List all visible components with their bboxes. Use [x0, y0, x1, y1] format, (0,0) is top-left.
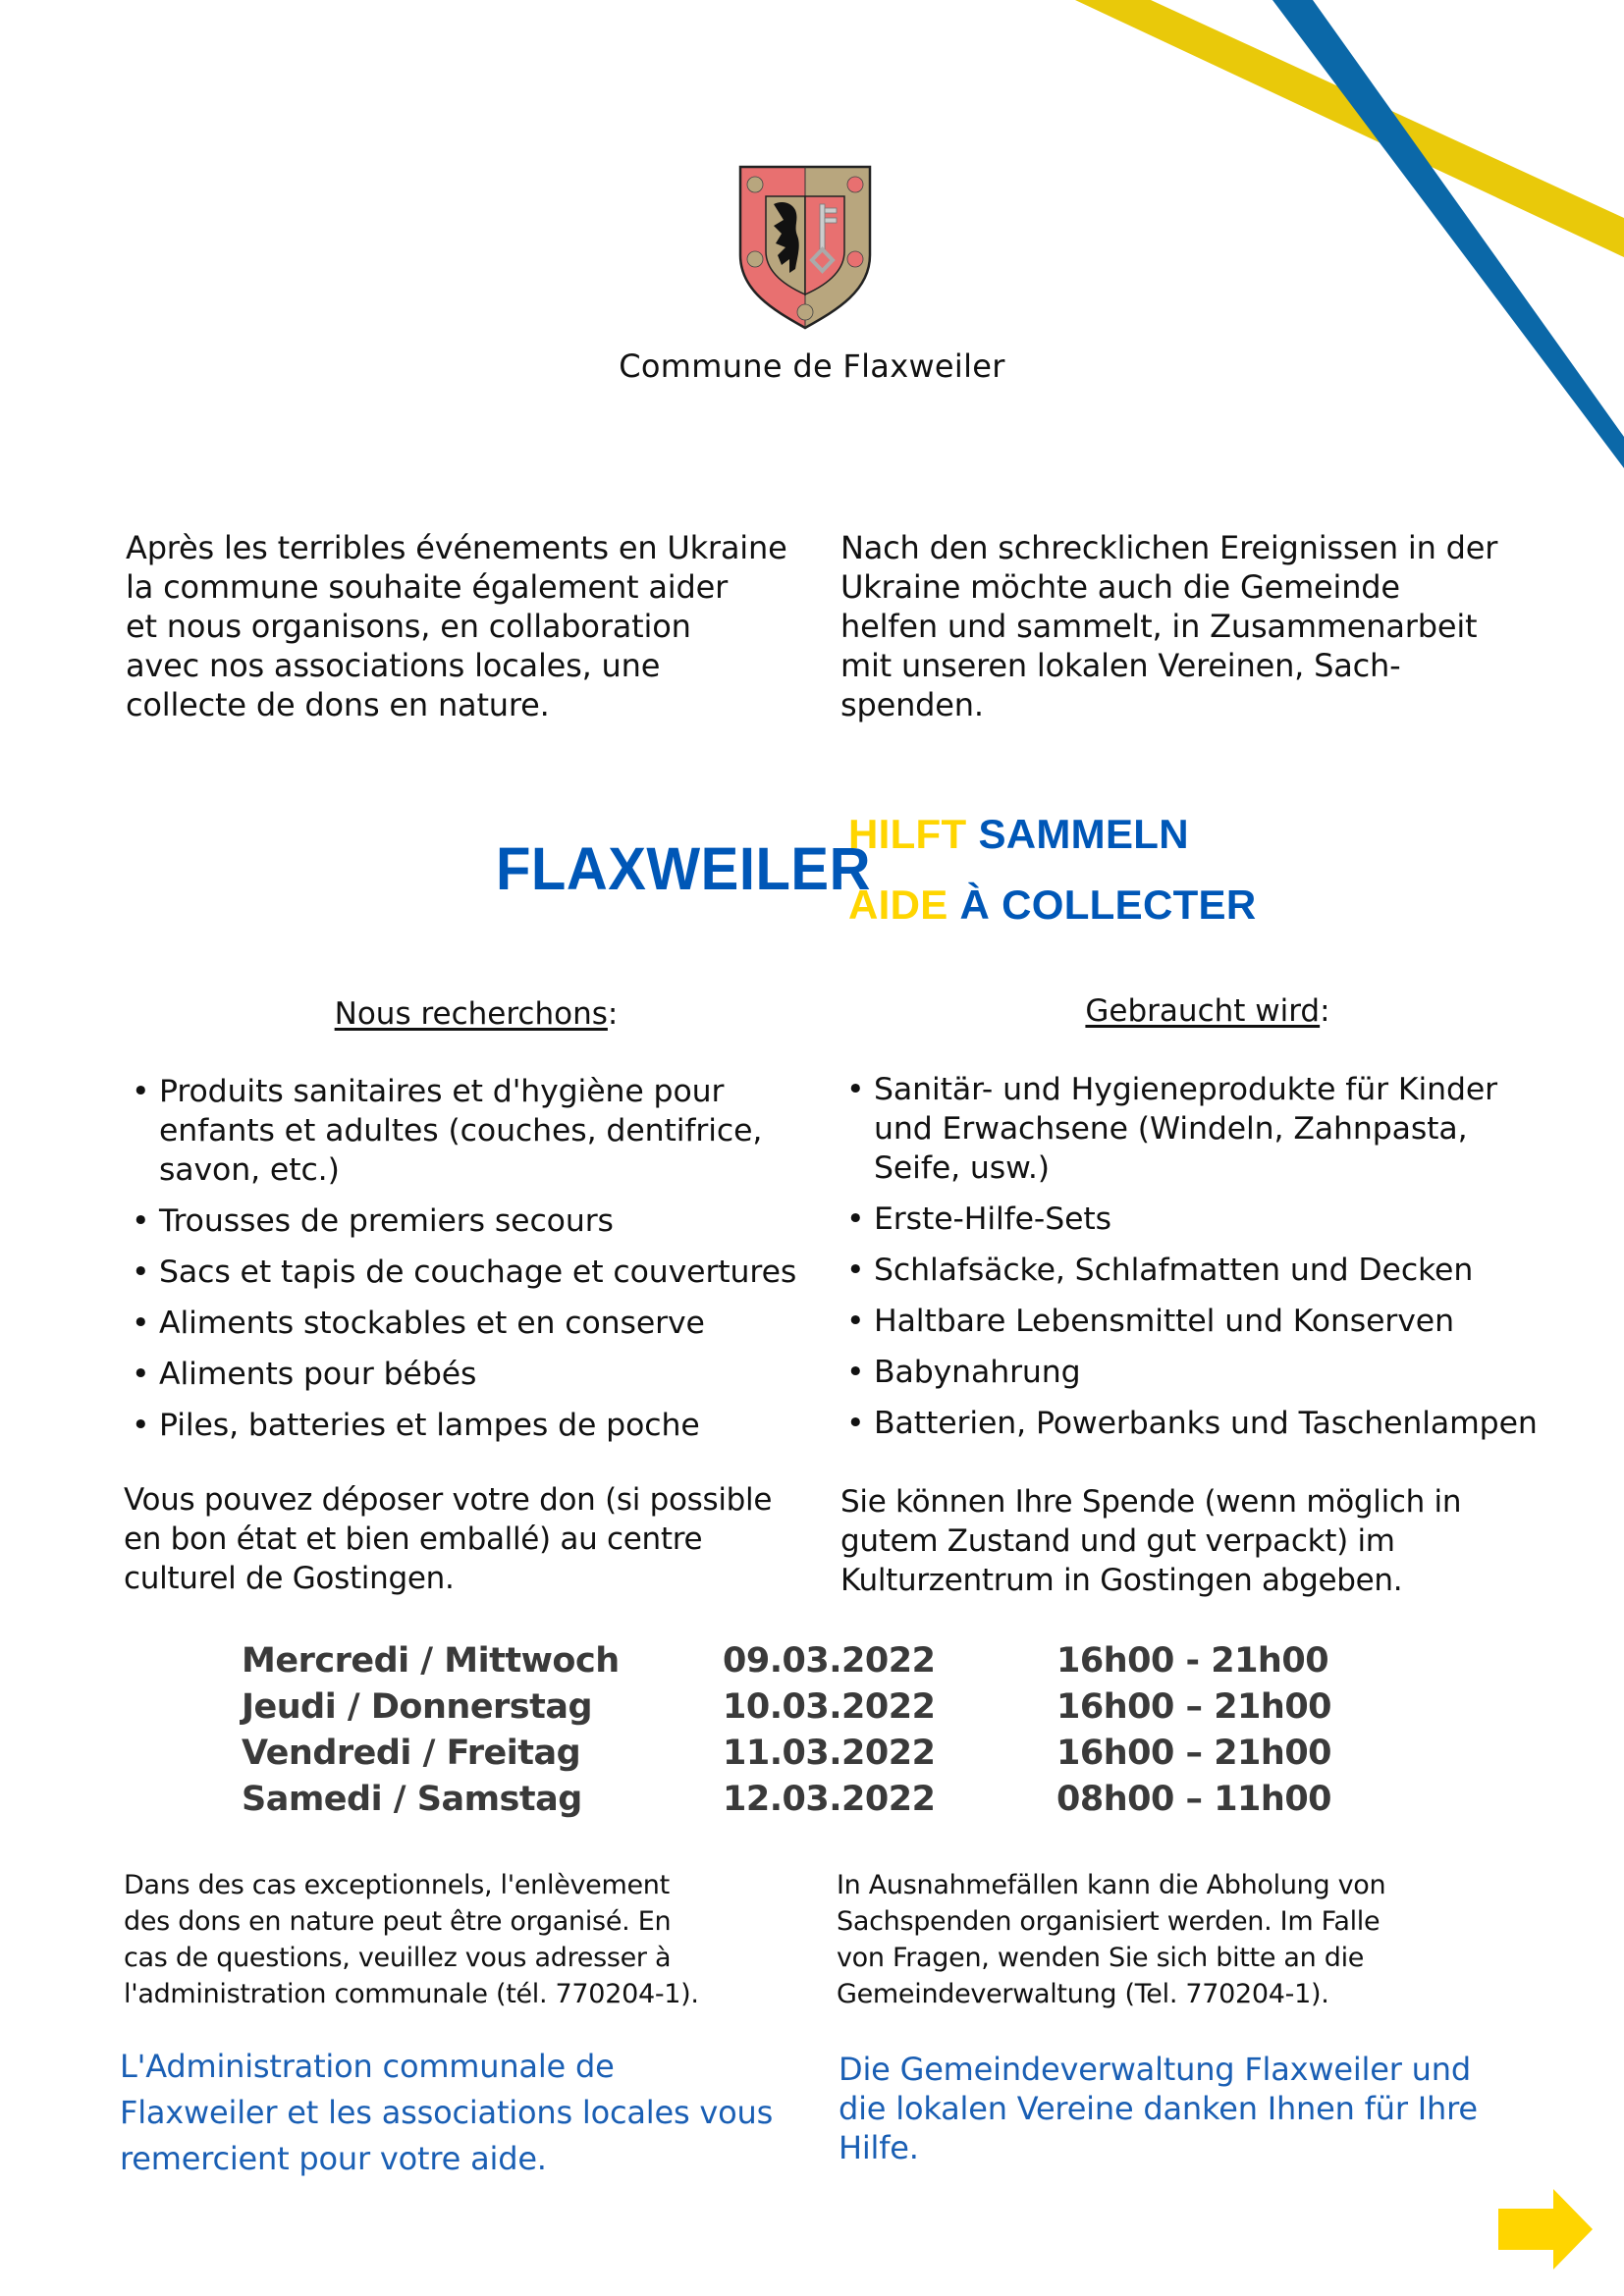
- schedule-day: Samedi / Samstag: [242, 1779, 582, 1819]
- intro-de-line: spenden.: [840, 686, 984, 723]
- thanks-fr-line: remercient pour votre aide.: [120, 2140, 547, 2177]
- needs-item-line: Schlafsäcke, Schlafmatten und Decken: [874, 1253, 1474, 1288]
- thanks-de-line: Hilfe.: [839, 2129, 919, 2166]
- needs-item: [126, 1355, 852, 1394]
- exceptions-de-line: Gemeindeverwaltung (Tel. 770204-1).: [837, 1979, 1329, 2009]
- needs-item: [840, 1353, 1587, 1392]
- exceptions-fr-line: cas de questions, veuillez vous adresser à: [124, 1943, 672, 1973]
- commune-name: Commune de Flaxweiler: [619, 347, 1005, 385]
- intro-de-line: Nach den schrecklichen Ereignissen in der: [840, 529, 1498, 566]
- needs-heading-german: [835, 993, 1581, 1029]
- title-aide: AIDE: [848, 881, 948, 928]
- schedule-day: Vendredi / Freitag: [242, 1733, 581, 1773]
- thanks-german: [839, 2050, 1545, 2167]
- schedule-time: 16h00 – 21h00: [1056, 1686, 1332, 1727]
- needs-item: [126, 1072, 852, 1190]
- schedule-time: 16h00 - 21h00: [1056, 1640, 1329, 1681]
- exceptions-de-line: von Fragen, wenden Sie sich bitte an die: [837, 1943, 1365, 1973]
- intro-de-line: helfen und sammelt, in Zusammenarbeit: [840, 608, 1478, 645]
- thanks-de-line: die lokalen Vereine danken Ihnen für Ihre: [839, 2090, 1478, 2127]
- intro-fr-line: la commune souhaite également aider: [126, 568, 729, 606]
- exceptions-de-line: In Ausnahmefällen kann die Abholung von: [837, 1870, 1386, 1900]
- bullet-icon: •: [132, 1203, 150, 1239]
- intro-de-line: mit unseren lokalen Vereinen, Sach-: [840, 647, 1401, 684]
- schedule-date: 09.03.2022: [723, 1640, 936, 1681]
- bullet-icon: •: [846, 1201, 865, 1237]
- intro-fr-line: et nous organisons, en collaboration: [126, 608, 691, 645]
- needs-item-line: Batterien, Powerbanks und Taschenlampen: [874, 1406, 1538, 1441]
- needs-item: [126, 1304, 852, 1343]
- title-subline-french: [848, 881, 1257, 929]
- needs-item-line: savon, etc.): [159, 1152, 340, 1188]
- needs-heading-de-text: Gebraucht wird: [1085, 993, 1321, 1029]
- needs-item-line: Seife, usw.): [874, 1150, 1050, 1186]
- thanks-french: [120, 2044, 827, 2182]
- intro-de-line: Ukraine möchte auch die Gemeinde: [840, 568, 1400, 606]
- needs-item-line: Aliments stockables et en conserve: [159, 1306, 705, 1341]
- title-sammeln: SAMMELN: [978, 811, 1189, 857]
- schedule-row: [242, 1776, 1351, 1822]
- needs-heading-french: [108, 996, 844, 1032]
- intro-fr-line: avec nos associations locales, une: [126, 647, 661, 684]
- exceptions-de-line: Sachspenden organisiert werden. Im Falle: [837, 1906, 1380, 1937]
- needs-item: [126, 1253, 852, 1292]
- bullet-icon: •: [846, 1253, 865, 1288]
- needs-heading-fr-text: Nous recherchons: [334, 996, 608, 1032]
- needs-item-line: Erste-Hilfe-Sets: [874, 1201, 1111, 1237]
- bullet-icon: •: [132, 1255, 150, 1290]
- intro-fr-line: collecte de dons en nature.: [126, 686, 550, 723]
- dropoff-fr-line: en bon état et bien emballé) au centre: [124, 1522, 703, 1557]
- bullet-icon: •: [132, 1306, 150, 1341]
- needs-list-french: [126, 1072, 852, 1457]
- needs-item-line: enfants et adultes (couches, dentifrice,: [159, 1113, 763, 1148]
- needs-item-line: Aliments pour bébés: [159, 1357, 477, 1392]
- schedule-row: [242, 1683, 1351, 1730]
- intro-german: [840, 528, 1528, 724]
- blue-stripe: [1272, 0, 1624, 468]
- title-flaxweiler: FLAXWEILER: [496, 835, 871, 903]
- colon: :: [607, 996, 619, 1032]
- dropoff-de-line: Sie können Ihre Spende (wenn möglich in: [840, 1484, 1462, 1520]
- needs-item-line: Haltbare Lebensmittel und Konserven: [874, 1304, 1454, 1339]
- needs-item: [840, 1404, 1587, 1443]
- thanks-fr-line: Flaxweiler et les associations locales vous: [120, 2094, 774, 2131]
- needs-item-line: Trousses de premiers secours: [159, 1203, 614, 1239]
- needs-item-line: und Erwachsene (Windeln, Zahnpasta,: [874, 1111, 1468, 1147]
- needs-item: [840, 1302, 1587, 1341]
- needs-item-line: Produits sanitaires et d'hygiène pour: [159, 1074, 725, 1109]
- exceptions-german: [837, 1867, 1524, 2012]
- schedule-day: Mercredi / Mittwoch: [242, 1640, 620, 1681]
- thanks-de-line: Die Gemeindeverwaltung Flaxweiler und: [839, 2051, 1471, 2088]
- needs-item: [126, 1201, 852, 1241]
- dropoff-fr-line: culturel de Gostingen.: [124, 1561, 455, 1596]
- bullet-icon: •: [846, 1304, 865, 1339]
- bullet-icon: •: [132, 1408, 150, 1443]
- exceptions-french: [124, 1867, 791, 2012]
- intro-french: [126, 528, 813, 724]
- title-hilft: HILFT: [848, 811, 967, 857]
- schedule-time: 16h00 – 21h00: [1056, 1733, 1332, 1773]
- title-a-collecter: À COLLECTER: [959, 881, 1257, 928]
- exceptions-fr-line: des dons en nature peut être organisé. En: [124, 1906, 672, 1937]
- bullet-icon: •: [132, 1357, 150, 1392]
- dropoff-de-line: Kulturzentrum in Gostingen abgeben.: [840, 1563, 1403, 1598]
- needs-item: [840, 1200, 1587, 1239]
- bullet-icon: •: [846, 1355, 865, 1390]
- schedule-time: 08h00 – 11h00: [1056, 1779, 1332, 1819]
- needs-item-line: Sacs et tapis de couchage et couvertures: [159, 1255, 797, 1290]
- arrow-right-icon[interactable]: [1496, 2187, 1595, 2271]
- schedule-date: 10.03.2022: [723, 1686, 936, 1727]
- dropoff-fr-line: Vous pouvez déposer votre don (si possible: [124, 1482, 773, 1518]
- dropoff-french: [124, 1480, 831, 1598]
- bullet-icon: •: [846, 1072, 865, 1107]
- yellow-stripe: [1075, 0, 1624, 257]
- dropoff-german: [840, 1482, 1547, 1600]
- needs-item-line: Sanitär- und Hygieneprodukte für Kinder: [874, 1072, 1498, 1107]
- intro-fr-line: Après les terribles événements en Ukraine: [126, 529, 787, 566]
- schedule-table: [242, 1637, 1351, 1822]
- schedule-date: 11.03.2022: [723, 1733, 936, 1773]
- needs-item: [840, 1251, 1587, 1290]
- dropoff-de-line: gutem Zustand und gut verpackt) im: [840, 1523, 1395, 1559]
- thanks-fr-line: L'Administration communale de: [120, 2048, 615, 2085]
- schedule-date: 12.03.2022: [723, 1779, 936, 1819]
- bullet-icon: •: [846, 1406, 865, 1441]
- needs-item-line: Babynahrung: [874, 1355, 1081, 1390]
- bullet-icon: •: [132, 1074, 150, 1109]
- title-subline-german: [848, 811, 1189, 858]
- schedule-day: Jeudi / Donnerstag: [242, 1686, 593, 1727]
- schedule-row: [242, 1637, 1351, 1683]
- exceptions-fr-line: l'administration communale (tél. 770204-1).: [124, 1979, 699, 2009]
- needs-item: [126, 1406, 852, 1445]
- colon: :: [1320, 993, 1330, 1029]
- exceptions-fr-line: Dans des cas exceptionnels, l'enlèvement: [124, 1870, 670, 1900]
- needs-list-german: [840, 1070, 1587, 1455]
- needs-item-line: Piles, batteries et lampes de poche: [159, 1408, 700, 1443]
- schedule-row: [242, 1730, 1351, 1776]
- needs-item: [840, 1070, 1587, 1188]
- coat-of-arms-icon: [738, 165, 872, 330]
